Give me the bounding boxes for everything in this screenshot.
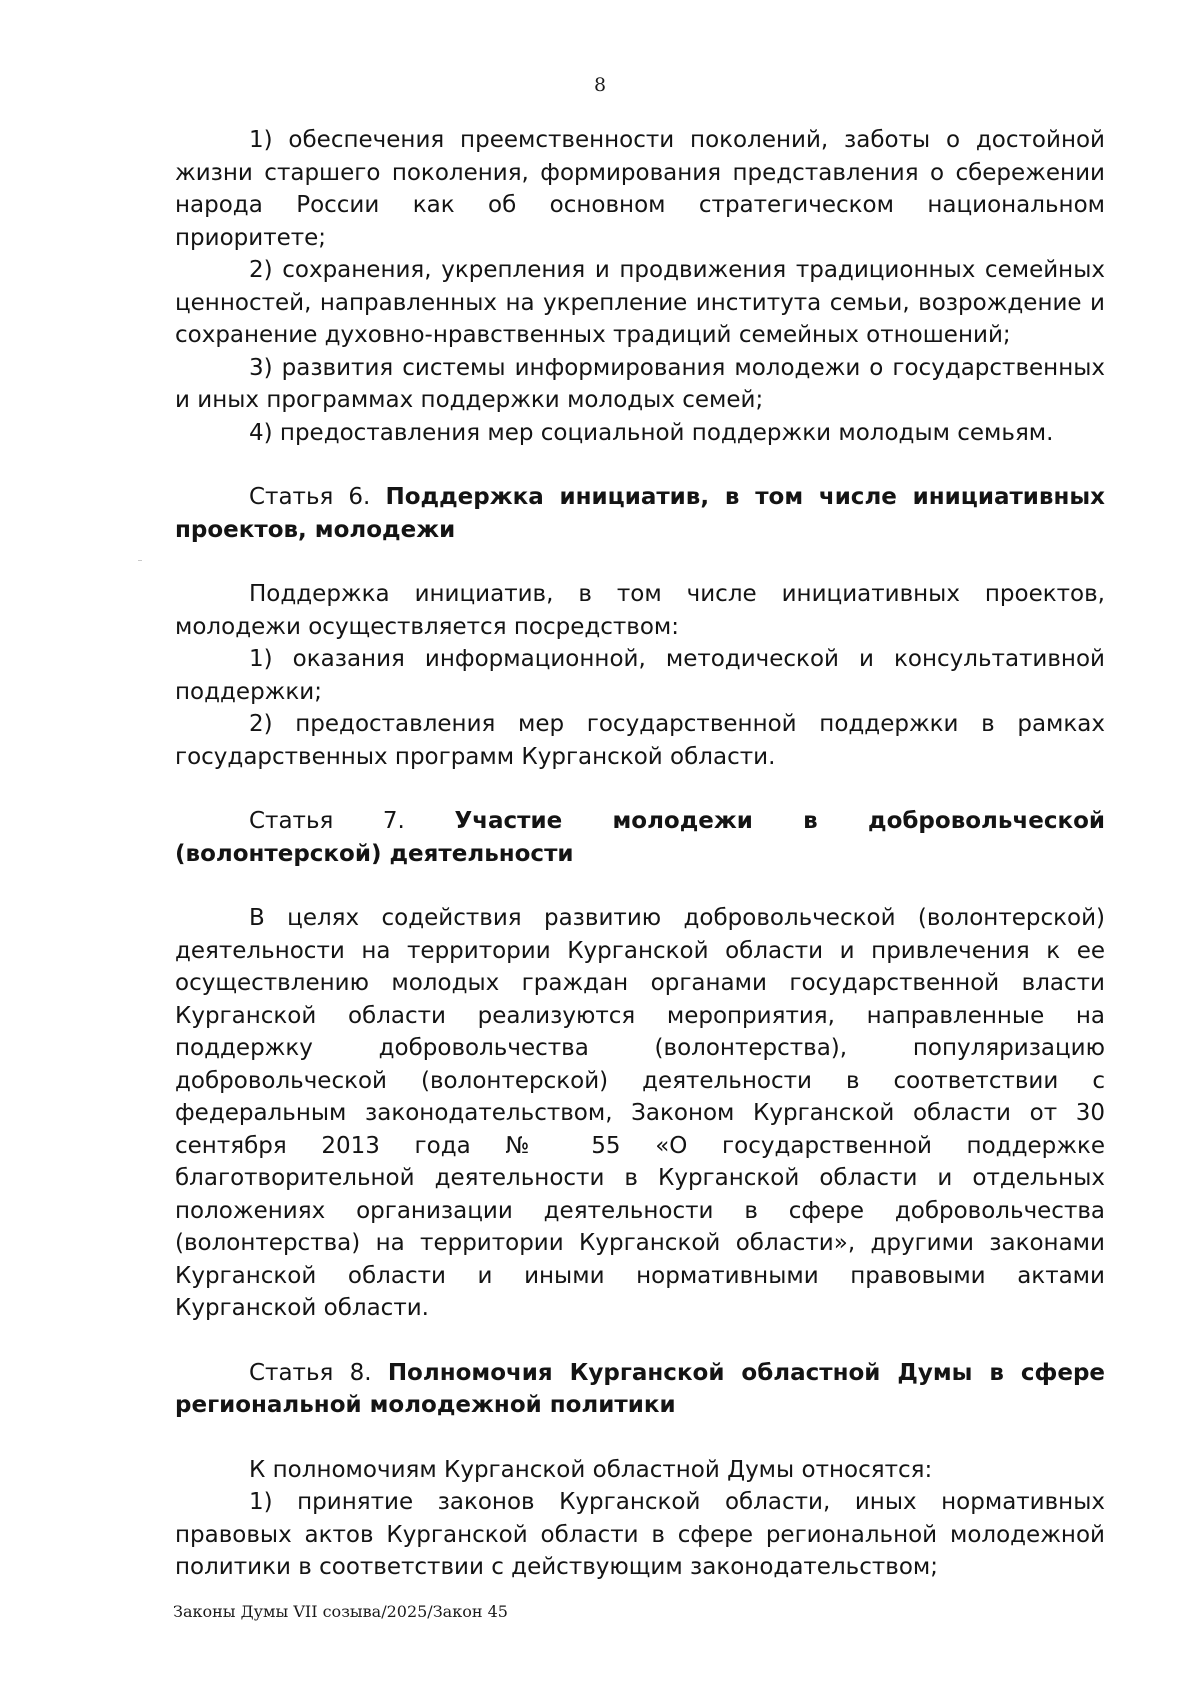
- list-item: 1) обеспечения преемственности поколений, заботы о достойной жизни старшего поколения, формирования представления о сбережении народа России как об основном стратегическом национальном приоритете;: [175, 127, 1105, 251]
- article-7-title: Участие молодежи в добровольческой (волонтерской) деятельности: [175, 808, 1105, 867]
- paragraph: К полномочиям Курганской областной Думы относятся:: [249, 1456, 933, 1483]
- article-7-label: Статья 7.: [249, 808, 405, 834]
- document-footer: Законы Думы VII созыва/2025/Закон 45: [173, 1602, 508, 1621]
- article-8-label: Статья 8.: [249, 1359, 372, 1386]
- document-body: [175, 124, 1105, 1584]
- list-item: 1) оказания информационной, методической и консультативной поддержки;: [175, 646, 1105, 705]
- paragraph: В целях содействия развитию добровольческой (волонтерской) деятельности на территории Курганской области и привлечения к ее осуществлению молодых граждан органами государственной власти Курганской области реализуются мероприятия, направленные на поддержку добровольчества (волонтерства), популяризацию добровольческой (волонтерской) деятельности в соответствии с федеральным законодательством, Законом Курганской области от 30 сентября 2013 года № 55 «О государственной поддержке благотворительной деятельности в Курганской области и отдельных положениях организации деятельности в сфере добровольчества (волонтерства) на территории Курганской области», другими законами Курганской области и иными нормативными правовыми актами Курганской области.: [175, 905, 1105, 1321]
- list-item: 4) предоставления мер социальной поддержки молодым семьям.: [249, 419, 1054, 446]
- article-8-title: Полномочия Курганской областной Думы в сфере региональной молодежной политики: [175, 1359, 1106, 1418]
- list-item: 2) предоставления мер государственной поддержки в рамках государственных программ Курганской области.: [175, 711, 1105, 770]
- paragraph: Поддержка инициатив, в том числе инициативных проектов, молодежи осуществляется посредством:: [175, 581, 1105, 640]
- article-8-heading: [175, 1357, 1105, 1422]
- list-item: 2) сохранения, укрепления и продвижения традиционных семейных ценностей, направленных на укрепление института семьи, возрождение и сохранение духовно-нравственных традиций семейных отношений;: [175, 257, 1105, 348]
- scan-mark: [138, 560, 142, 561]
- article-6-heading: [175, 481, 1105, 546]
- article-7-heading: [175, 805, 1105, 870]
- page-number: 8: [593, 74, 607, 96]
- article-6-label: Статья 6.: [249, 484, 371, 510]
- list-item: 1) принятие законов Курганской области, иных нормативных правовых актов Курганской области в сфере региональной молодежной политики в соответствии с действующим законодательством;: [175, 1489, 1105, 1580]
- list-item: 3) развития системы информирования молодежи о государственных и иных программах поддержки молодых семей;: [175, 354, 1105, 413]
- article-6-title: Поддержка инициатив, в том числе инициативных проектов, молодежи: [175, 484, 1105, 543]
